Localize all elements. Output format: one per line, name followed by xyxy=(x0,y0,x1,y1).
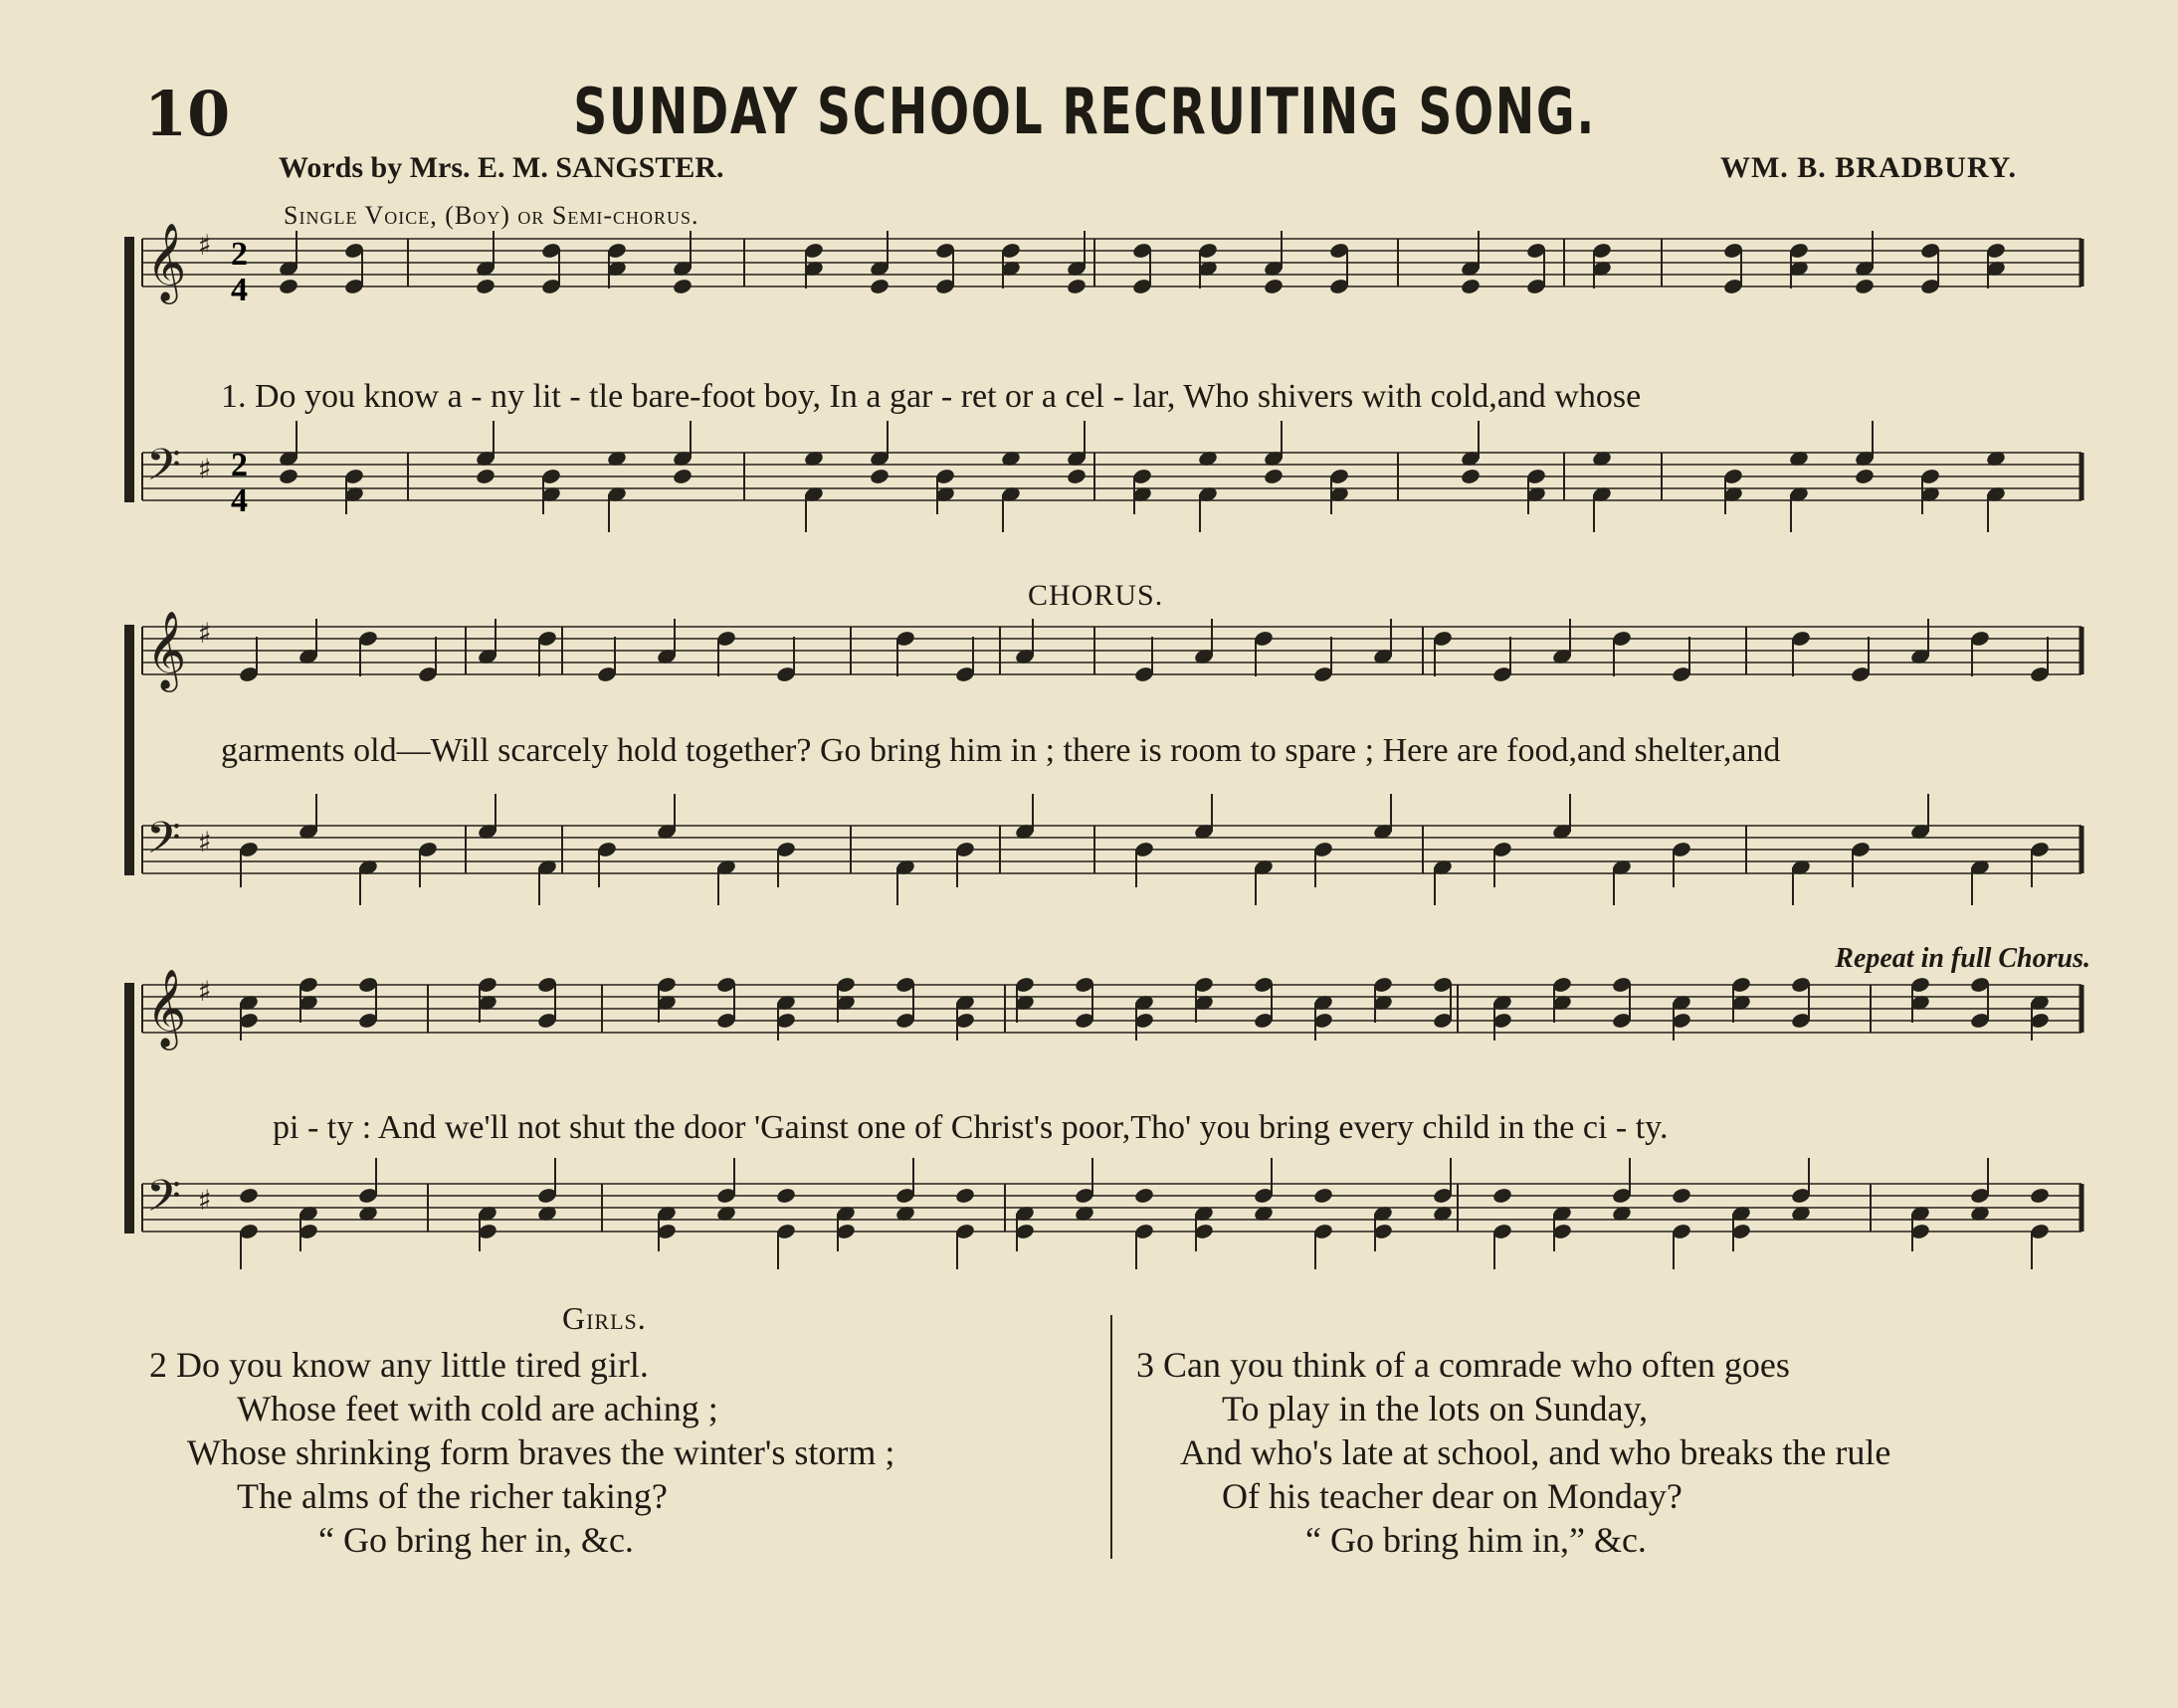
note-head xyxy=(869,468,890,485)
note-head xyxy=(475,468,495,485)
verse-line: To play in the lots on Sunday, xyxy=(1222,1389,1649,1428)
verse-line: “ Go bring her in, &c. xyxy=(318,1520,634,1560)
verse-3 xyxy=(1136,1343,1890,1562)
note-head xyxy=(1460,468,1481,485)
verse-2-label: Girls. xyxy=(562,1300,647,1336)
sharp-icon: ♯ xyxy=(198,453,212,485)
note-head xyxy=(278,468,298,485)
note-head xyxy=(1312,1187,1333,1205)
time-signature-bottom: 4 xyxy=(231,482,248,519)
note-head xyxy=(1133,1187,1154,1205)
note-head xyxy=(775,1187,796,1205)
voice-note: Single Voice, (Boy) or Semi-chorus. xyxy=(284,201,699,230)
song-title: SUNDAY SCHOOL RECRUITING SONG. xyxy=(573,76,1596,149)
composer-credit: WM. B. BRADBURY. xyxy=(1719,151,2017,184)
lyric-line-3: pi - ty : And we'll not shut the door 'Gainst one of Christ's poor,Tho' you bring every child in the ci - ty. xyxy=(273,1109,1669,1146)
note-head xyxy=(672,278,693,295)
bass-clef-icon: 𝄢 xyxy=(146,812,181,874)
verse-line: Whose shrinking form braves the winter's storm ; xyxy=(187,1432,895,1472)
bass-clef-icon: 𝄢 xyxy=(146,1170,181,1233)
note-head xyxy=(1066,278,1087,295)
note-head xyxy=(672,468,693,485)
sharp-icon: ♯ xyxy=(198,975,212,1008)
verse-line: The alms of the richer taking? xyxy=(237,1476,668,1516)
sharp-icon: ♯ xyxy=(198,617,212,650)
note-head xyxy=(1263,278,1284,295)
treble-clef-icon: 𝄞 xyxy=(146,969,187,1047)
lyric-line-2: garments old—Will scarcely hold together? Go bring him in ; there is room to spare ; Here are food,and shelter,and xyxy=(221,732,1781,769)
note-head xyxy=(1066,468,1087,485)
sharp-icon: ♯ xyxy=(198,826,212,858)
system-bracket xyxy=(124,625,134,875)
note-head xyxy=(475,278,495,295)
bass-clef-icon: 𝄢 xyxy=(146,439,181,501)
note-head xyxy=(869,278,890,295)
staff-systems xyxy=(124,223,2081,1234)
note-head xyxy=(1491,1187,1512,1205)
verse-line: And who's late at school, and who breaks the rule xyxy=(1180,1432,1891,1472)
note-head xyxy=(1460,278,1481,295)
verse-line: Whose feet with cold are aching ; xyxy=(237,1389,718,1428)
repeat-note: Repeat in full Chorus. xyxy=(1835,943,2090,974)
sharp-icon: ♯ xyxy=(198,229,212,262)
column-divider xyxy=(1110,1315,1112,1559)
lyric-line-1: 1. Do you know a - ny lit - tle bare-foot boy, In a gar - ret or a cel - lar, Who shivers with cold,and whose xyxy=(221,378,1642,415)
note-head xyxy=(2029,1187,2050,1205)
verse-line: Of his teacher dear on Monday? xyxy=(1222,1476,1683,1516)
note-head xyxy=(1263,468,1284,485)
note-head xyxy=(1854,468,1875,485)
note-head xyxy=(238,1187,259,1205)
time-signature-top: 2 xyxy=(231,236,248,273)
system-bracket xyxy=(124,983,134,1234)
treble-clef-icon: 𝄞 xyxy=(146,611,187,689)
note-head xyxy=(278,278,298,295)
note-head xyxy=(1671,1187,1691,1205)
sharp-icon: ♯ xyxy=(198,1184,212,1217)
verse-line: 2 Do you know any little tired girl. xyxy=(149,1345,649,1385)
note-head xyxy=(954,1187,975,1205)
lyricist-credit: Words by Mrs. E. M. SANGSTER. xyxy=(279,151,724,184)
time-signature-bottom: 4 xyxy=(231,272,248,308)
treble-clef-icon: 𝄞 xyxy=(146,223,187,301)
time-signature-top: 2 xyxy=(231,447,248,483)
chorus-label: CHORUS. xyxy=(1028,579,1164,612)
verse-2 xyxy=(149,1343,894,1562)
page-number: 10 xyxy=(144,78,231,150)
verse-line: “ Go bring him in,” &c. xyxy=(1305,1520,1647,1560)
note-head xyxy=(1854,278,1875,295)
verse-line: 3 Can you think of a comrade who often goes xyxy=(1136,1345,1790,1385)
system-bracket xyxy=(124,237,134,502)
